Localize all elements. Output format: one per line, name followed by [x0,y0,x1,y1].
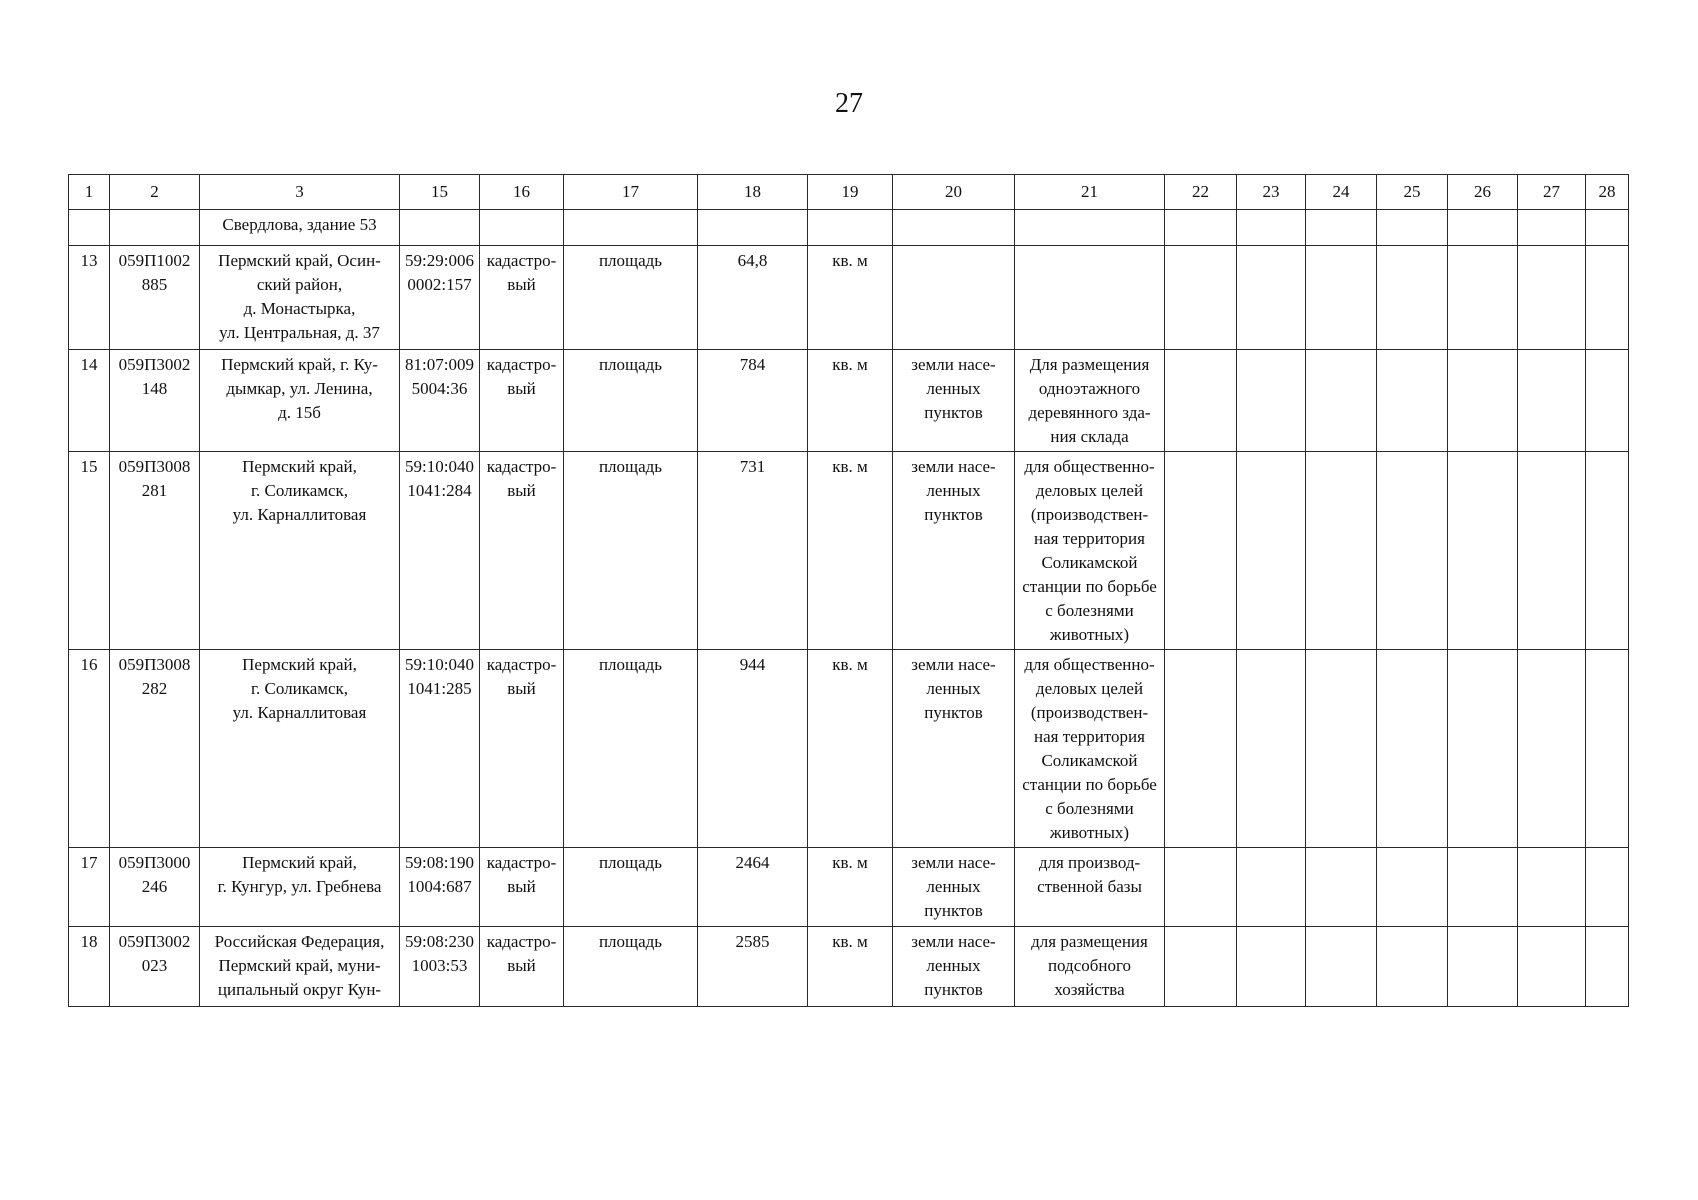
empty-cell [893,210,1015,246]
object-code-cell-line: 281 [141,481,168,500]
empty-cell [1518,452,1586,650]
address-cell-line: г. Кунгур, ул. Гребнева [217,877,382,896]
value-cell: 731 [698,452,808,650]
land-category-cell-line: земли насе- [911,853,996,872]
address-cell-line: ципальный округ Кун- [217,980,382,999]
permitted-use-cell-line: животных) [1049,823,1130,842]
empty-cell [698,210,808,246]
object-code-cell-line: 885 [141,275,168,294]
cadastral-number-cell [400,927,480,1007]
empty-cell [1237,650,1306,848]
empty-cell [1306,246,1377,350]
permitted-use-cell-line: Соликамской [1041,751,1138,770]
number-type-cell-line: вый [507,379,536,398]
cadastral-number-cell-line: 1041:284 [407,481,472,500]
object-code-cell [110,246,200,350]
empty-cell [1306,927,1377,1007]
address-cell [200,848,400,927]
empty-cell [1448,246,1518,350]
object-code-cell-line: 059П1002 [118,251,191,270]
value-cell: 64,8 [698,246,808,350]
empty-cell [1448,848,1518,927]
permitted-use-cell-line: (производствен- [1030,505,1149,524]
permitted-use-cell-line: для размещения [1031,932,1148,951]
permitted-use-cell [1015,246,1165,350]
empty-cell [1518,927,1586,1007]
address-cell-line: г. Соликамск, [250,679,349,698]
permitted-use-cell-line: животных) [1049,625,1130,644]
registry-table [68,174,1629,1007]
empty-cell [1377,927,1448,1007]
object-code-cell [110,848,200,927]
value-cell: 2585 [698,927,808,1007]
column-header: 3 [200,175,400,210]
permitted-use-cell [1015,350,1165,452]
unit-cell: кв. м [808,927,893,1007]
empty-cell [1237,350,1306,452]
empty-cell [1448,927,1518,1007]
land-category-cell-line: пунктов [924,403,983,422]
cadastral-number-cell-line: 5004:36 [411,379,468,398]
land-category-cell-line: земли насе- [911,932,996,951]
address-cell-line: д. 15б [278,403,321,422]
unit-cell: кв. м [808,848,893,927]
cadastral-number-cell [400,246,480,350]
row-number-cell: 18 [69,927,110,1007]
object-code-cell [110,927,200,1007]
land-category-cell-line: пунктов [924,703,983,722]
empty-cell [1518,350,1586,452]
empty-cell [1586,246,1629,350]
address-cell-line: Пермский край, [242,457,357,476]
address-cell-line: д. Монастырка, [243,299,356,318]
land-category-cell [893,848,1015,927]
cadastral-number-cell-line: 59:08:230 [405,932,474,951]
address-cell [200,246,400,350]
cadastral-number-cell-line: 0002:157 [407,275,472,294]
page-number: 27 [835,88,863,119]
cadastral-number-cell-line: 59:10:040 [405,457,474,476]
empty-cell [1165,650,1237,848]
number-type-cell-line: вый [507,481,536,500]
address-cell [200,650,400,848]
permitted-use-cell-line: Для размещения [1029,355,1150,374]
cadastral-number-cell [400,452,480,650]
empty-cell [1448,650,1518,848]
empty-cell [1165,452,1237,650]
column-header: 17 [564,175,698,210]
parameter-cell: площадь [564,246,698,350]
cadastral-number-cell-line: 59:08:190 [405,853,474,872]
empty-cell [1518,210,1586,246]
object-code-cell-line: 059П3002 [118,932,191,951]
permitted-use-cell-line: для производ- [1038,853,1141,872]
permitted-use-cell-line: с болезнями [1045,799,1134,818]
number-type-cell-line: кадастро- [486,251,557,270]
value-cell: 2464 [698,848,808,927]
permitted-use-cell [1015,927,1165,1007]
land-category-cell-line: земли насе- [911,457,996,476]
empty-cell [1377,350,1448,452]
cadastral-number-cell-line: 1003:53 [411,956,468,975]
number-type-cell [480,246,564,350]
land-category-cell-line: пунктов [924,980,983,999]
permitted-use-cell [1015,848,1165,927]
value-cell: 784 [698,350,808,452]
empty-cell [1306,650,1377,848]
empty-cell [1165,927,1237,1007]
empty-cell [1165,210,1237,246]
parameter-cell: площадь [564,452,698,650]
object-code-cell-line: 059П3000 [118,853,191,872]
land-category-cell-line: ленных [926,956,981,975]
table-body [69,210,1629,1007]
number-type-cell [480,350,564,452]
empty-cell [1306,350,1377,452]
address-cell-line: Пермский край, муни- [218,956,381,975]
column-header: 16 [480,175,564,210]
land-category-cell-line: пунктов [924,901,983,920]
parameter-cell: площадь [564,650,698,848]
object-code-cell-line: 246 [141,877,168,896]
object-code-cell-line: 282 [141,679,168,698]
row-number-cell: 16 [69,650,110,848]
table-row [69,350,1629,452]
column-header: 1 [69,175,110,210]
parameter-cell: площадь [564,927,698,1007]
unit-cell: кв. м [808,246,893,350]
empty-cell [69,210,110,246]
empty-cell [1237,927,1306,1007]
land-category-cell-line: ленных [926,679,981,698]
column-header: 25 [1377,175,1448,210]
address-cell-line: Российская Федерация, [214,932,385,951]
empty-cell [1306,848,1377,927]
empty-cell [1377,848,1448,927]
cadastral-number-cell [400,650,480,848]
land-category-cell-line: ленных [926,481,981,500]
land-category-cell-line: ленных [926,877,981,896]
land-category-cell [893,927,1015,1007]
permitted-use-cell-line: деловых целей [1035,679,1144,698]
number-type-cell-line: вый [507,275,536,294]
permitted-use-cell-line: подсобного [1047,956,1132,975]
permitted-use-cell-line: станции по борьбе [1022,577,1157,596]
table-row [69,452,1629,650]
cadastral-number-cell-line: 81:07:009 [405,355,474,374]
header-row [69,175,1629,210]
empty-cell [400,210,480,246]
object-code-cell [110,452,200,650]
table-row [69,246,1629,350]
number-type-cell-line: кадастро- [486,932,557,951]
cadastral-number-cell [400,848,480,927]
address-cell-line: г. Соликамск, [250,481,349,500]
empty-cell [1237,452,1306,650]
empty-cell [1237,246,1306,350]
empty-cell [564,210,698,246]
unit-cell: кв. м [808,452,893,650]
land-category-cell [893,246,1015,350]
address-cell-line: дымкар, ул. Ленина, [226,379,373,398]
empty-cell [1377,246,1448,350]
number-type-cell [480,927,564,1007]
object-code-cell [110,350,200,452]
object-code-cell-line: 059П3008 [118,655,191,674]
permitted-use-cell [1015,452,1165,650]
number-type-cell-line: вый [507,877,536,896]
number-type-cell [480,452,564,650]
cadastral-number-cell-line: 1041:285 [407,679,472,698]
address-cell [200,452,400,650]
empty-cell [1165,848,1237,927]
empty-cell [1306,452,1377,650]
permitted-use-cell-line: хозяйства [1054,980,1125,999]
permitted-use-cell-line: деревянного зда- [1028,403,1151,422]
column-header: 24 [1306,175,1377,210]
object-code-cell [110,650,200,848]
cadastral-number-cell-line: 59:10:040 [405,655,474,674]
number-type-cell-line: вый [507,956,536,975]
empty-cell [1518,848,1586,927]
land-category-cell [893,350,1015,452]
permitted-use-cell-line: ная территория [1034,529,1145,548]
permitted-use-cell [1015,650,1165,848]
empty-cell [1237,210,1306,246]
column-header: 15 [400,175,480,210]
empty-cell [1586,210,1629,246]
object-code-cell-line: 059П3002 [118,355,191,374]
permitted-use-cell-line: станции по борьбе [1022,775,1157,794]
address-cell-line: Пермский край, Осин- [218,251,381,270]
empty-cell [1586,927,1629,1007]
land-category-cell-line: земли насе- [911,655,996,674]
land-category-cell-line: пунктов [924,505,983,524]
empty-cell [1165,246,1237,350]
table-row-continuation [69,210,1629,246]
number-type-cell [480,848,564,927]
table-row [69,650,1629,848]
land-category-cell [893,650,1015,848]
permitted-use-cell-line: деловых целей [1035,481,1144,500]
table-row [69,848,1629,927]
number-type-cell [480,650,564,848]
unit-cell: кв. м [808,350,893,452]
cadastral-number-cell-line: 1004:687 [407,877,472,896]
column-header: 28 [1586,175,1629,210]
cadastral-number-cell [400,350,480,452]
address-cell [200,210,400,246]
address-cell [200,350,400,452]
column-header: 20 [893,175,1015,210]
object-code-cell-line: 148 [141,379,168,398]
row-number-cell: 15 [69,452,110,650]
empty-cell [808,210,893,246]
land-category-cell-line: ленных [926,379,981,398]
permitted-use-cell-line: ния склада [1050,427,1129,446]
empty-cell [1586,848,1629,927]
empty-cell [1448,210,1518,246]
empty-cell [1377,650,1448,848]
empty-cell [1586,650,1629,848]
column-header: 26 [1448,175,1518,210]
permitted-use-cell-line: ная территория [1034,727,1145,746]
empty-cell [1586,350,1629,452]
number-type-cell-line: кадастро- [486,355,557,374]
empty-cell [1377,452,1448,650]
empty-cell [480,210,564,246]
permitted-use-cell-line: Соликамской [1041,553,1138,572]
land-category-cell [893,452,1015,650]
empty-cell [1518,650,1586,848]
empty-cell [1306,210,1377,246]
column-header: 18 [698,175,808,210]
column-header: 22 [1165,175,1237,210]
address-cell-line: ул. Карналлитовая [232,505,367,524]
permitted-use-cell-line: с болезнями [1045,601,1134,620]
empty-cell [1237,848,1306,927]
object-code-cell-line: 059П3008 [118,457,191,476]
permitted-use-cell-line: ственной базы [1037,877,1142,896]
address-cell-line: Пермский край, [242,655,357,674]
address-cell-line: Пермский край, г. Ку- [221,355,378,374]
object-code-cell-line: 023 [141,956,168,975]
table-row [69,927,1629,1007]
land-category-cell-line: земли насе- [911,355,996,374]
permitted-use-cell-line: (производствен- [1030,703,1149,722]
empty-cell [1448,452,1518,650]
row-number-cell: 14 [69,350,110,452]
empty-cell [1165,350,1237,452]
empty-cell [1518,246,1586,350]
column-header: 2 [110,175,200,210]
parameter-cell: площадь [564,848,698,927]
unit-cell: кв. м [808,650,893,848]
column-header: 19 [808,175,893,210]
empty-cell [1448,350,1518,452]
table-header [69,175,1629,210]
cadastral-number-cell-line: 59:29:006 [405,251,474,270]
address-cell-line: Пермский край, [242,853,357,872]
address-cell [200,927,400,1007]
address-cell-line: ский район, [256,275,343,294]
number-type-cell-line: вый [507,679,536,698]
row-number-cell: 13 [69,246,110,350]
parameter-cell: площадь [564,350,698,452]
permitted-use-cell-line: для общественно- [1024,457,1155,476]
row-number-cell: 17 [69,848,110,927]
number-type-cell-line: кадастро- [486,655,557,674]
permitted-use-cell-line: одноэтажного [1038,379,1141,398]
permitted-use-cell-line: для общественно- [1024,655,1155,674]
number-type-cell-line: кадастро- [486,853,557,872]
empty-cell [1377,210,1448,246]
empty-cell [1586,452,1629,650]
column-header: 27 [1518,175,1586,210]
empty-cell [110,210,200,246]
column-header: 21 [1015,175,1165,210]
address-cell-line: ул. Центральная, д. 37 [219,323,380,342]
address-cell-line: ул. Карналлитовая [232,703,367,722]
value-cell: 944 [698,650,808,848]
number-type-cell-line: кадастро- [486,457,557,476]
column-header: 23 [1237,175,1306,210]
address-cell-line: Свердлова, здание 53 [222,215,377,234]
empty-cell [1015,210,1165,246]
